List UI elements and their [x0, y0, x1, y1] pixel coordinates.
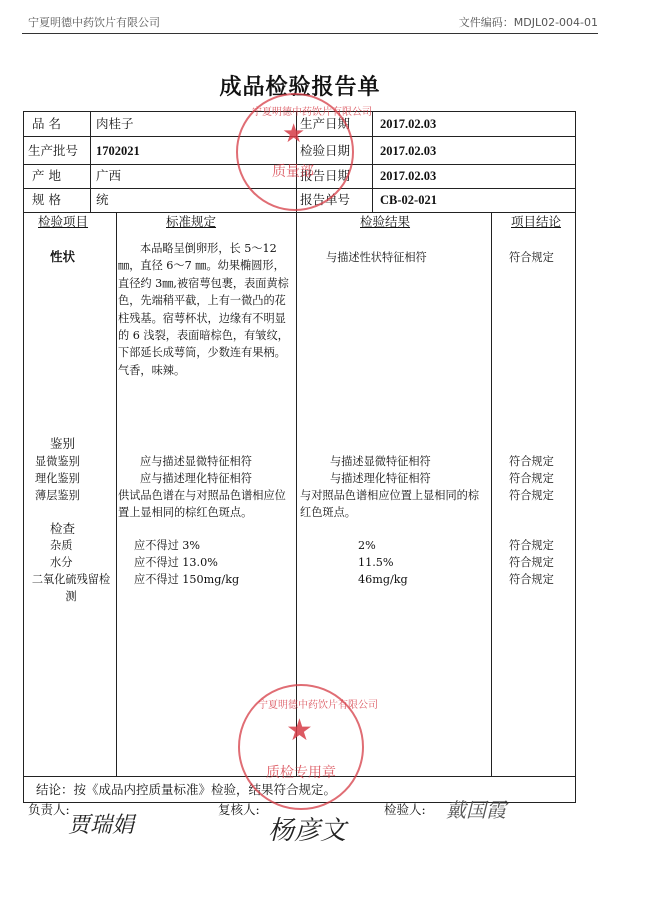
row-result-so2: 46mg/kg	[358, 573, 408, 586]
col-divider	[116, 212, 117, 776]
col-header-conclusion: 项目结论	[511, 214, 562, 229]
name-label: 品 名	[32, 116, 61, 131]
row-conclusion-so2: 符合规定	[509, 573, 554, 586]
row-result-microscopic: 与描述显微特征相符	[330, 455, 431, 468]
spec-value: 统	[96, 192, 109, 207]
col-divider	[491, 212, 492, 776]
row-result-tlc: 与对照品色谱相应位置上显相同的棕红色斑点。	[300, 489, 480, 520]
spec-label: 规 格	[32, 192, 61, 207]
row-item-so2: 二氧化硫残留检测	[31, 573, 111, 604]
report-date-label: 报告日期	[300, 168, 351, 183]
row-conclusion-impurity: 符合规定	[509, 539, 554, 552]
prod-date-label: 生产日期	[300, 116, 351, 131]
row-item-physchem: 理化鉴别	[35, 472, 80, 485]
row-result-moisture: 11.5%	[358, 556, 394, 569]
prod-date-value: 2017.02.03	[380, 117, 437, 131]
row-standard-so2: 应不得过 150mg/kg	[134, 573, 240, 586]
traits-standard: 本品略呈倒卵形，长 5～12 ㎜，直径 6～7 ㎜。幼果椭圆形，直径约 3㎜,被宿萼包裹，表面黄棕色，先端稍平截，上有一微凸的花柱残基。宿萼杯状，边缘有不明显的 6 浅裂，表面暗棕色，有皱纹，下部延长成萼筒，少数连有果柄。气香，味辣。	[118, 242, 289, 377]
quality-dept-stamp	[236, 93, 372, 211]
traits-item: 性状	[50, 249, 76, 264]
traits-result: 与描述性状特征相符	[326, 251, 427, 264]
col-header-result: 检验结果	[360, 214, 411, 229]
reviewer-signature: 杨彦文	[268, 816, 347, 846]
document-number: 文件编码：MDJL02-004-01	[458, 16, 598, 29]
batch-value: 1702021	[96, 144, 140, 158]
reviewer-label: 复核人:	[218, 802, 260, 817]
row-item-impurity: 杂质	[50, 539, 73, 552]
seal-center-text: 质检专用章	[266, 765, 336, 781]
row-standard-physchem: 应与描述理化特征相符	[140, 472, 252, 485]
row-result-impurity: 2%	[358, 539, 376, 552]
stamp-ring-text: 宁夏明德中药饮片有限公司	[252, 107, 372, 118]
test-date-value: 2017.02.03	[380, 144, 437, 158]
row-item-tlc: 薄层鉴别	[35, 489, 80, 502]
report-date-value: 2017.02.03	[380, 169, 437, 183]
origin-value: 广西	[96, 168, 122, 183]
inspector-label: 检验人:	[384, 802, 426, 817]
traits-conclusion: 符合规定	[509, 251, 554, 264]
row-conclusion-moisture: 符合规定	[509, 556, 554, 569]
row-standard-microscopic: 应与描述显微特征相符	[140, 455, 252, 468]
row-standard-impurity: 应不得过 3%	[134, 539, 201, 552]
col-divider	[90, 112, 91, 212]
company-header: 宁夏明德中药饮片有限公司	[28, 16, 160, 29]
stamp-center-text: 质量部	[272, 164, 314, 180]
test-date-label: 检验日期	[300, 143, 351, 158]
row-standard-tlc: 供试品色谱在与对照品色谱相应位置上显相同的棕红色斑点。	[118, 489, 286, 520]
header-divider	[22, 33, 598, 34]
row-item-check: 检查	[50, 521, 76, 536]
col-header-item: 检验项目	[38, 214, 89, 229]
batch-label: 生产批号	[28, 143, 79, 158]
responsible-label: 负责人:	[28, 802, 70, 817]
inspector-signature: 戴国霞	[446, 798, 506, 822]
conclusion-statement: 结论：按《成品内控质量标准》检验，结果符合规定。	[36, 782, 337, 797]
row-divider	[24, 212, 575, 213]
row-conclusion-microscopic: 符合规定	[509, 455, 554, 468]
stamp-star-icon: ★	[282, 119, 306, 149]
report-title: 成品检验报告单	[219, 75, 381, 100]
responsible-signature: 贾瑞娟	[68, 813, 135, 838]
row-standard-moisture: 应不得过 13.0%	[134, 556, 218, 569]
qc-seal-stamp	[238, 684, 378, 810]
row-item-moisture: 水分	[50, 556, 73, 569]
seal-ring-text: 宁夏明德中药饮片有限公司	[258, 700, 378, 711]
report-no-label: 报告单号	[300, 192, 351, 207]
row-conclusion-physchem: 符合规定	[509, 472, 554, 485]
col-divider	[372, 112, 373, 212]
origin-label: 产 地	[32, 168, 61, 183]
row-result-physchem: 与描述理化特征相符	[330, 472, 431, 485]
seal-star-icon: ★	[286, 713, 313, 748]
row-conclusion-tlc: 符合规定	[509, 489, 554, 502]
report-no-value: CB-02-021	[380, 193, 437, 207]
col-header-standard: 标准规定	[166, 214, 217, 229]
row-item-microscopic: 显微鉴别	[35, 455, 80, 468]
row-item-identification: 鉴别	[50, 436, 76, 451]
name-value: 肉桂子	[96, 116, 134, 131]
